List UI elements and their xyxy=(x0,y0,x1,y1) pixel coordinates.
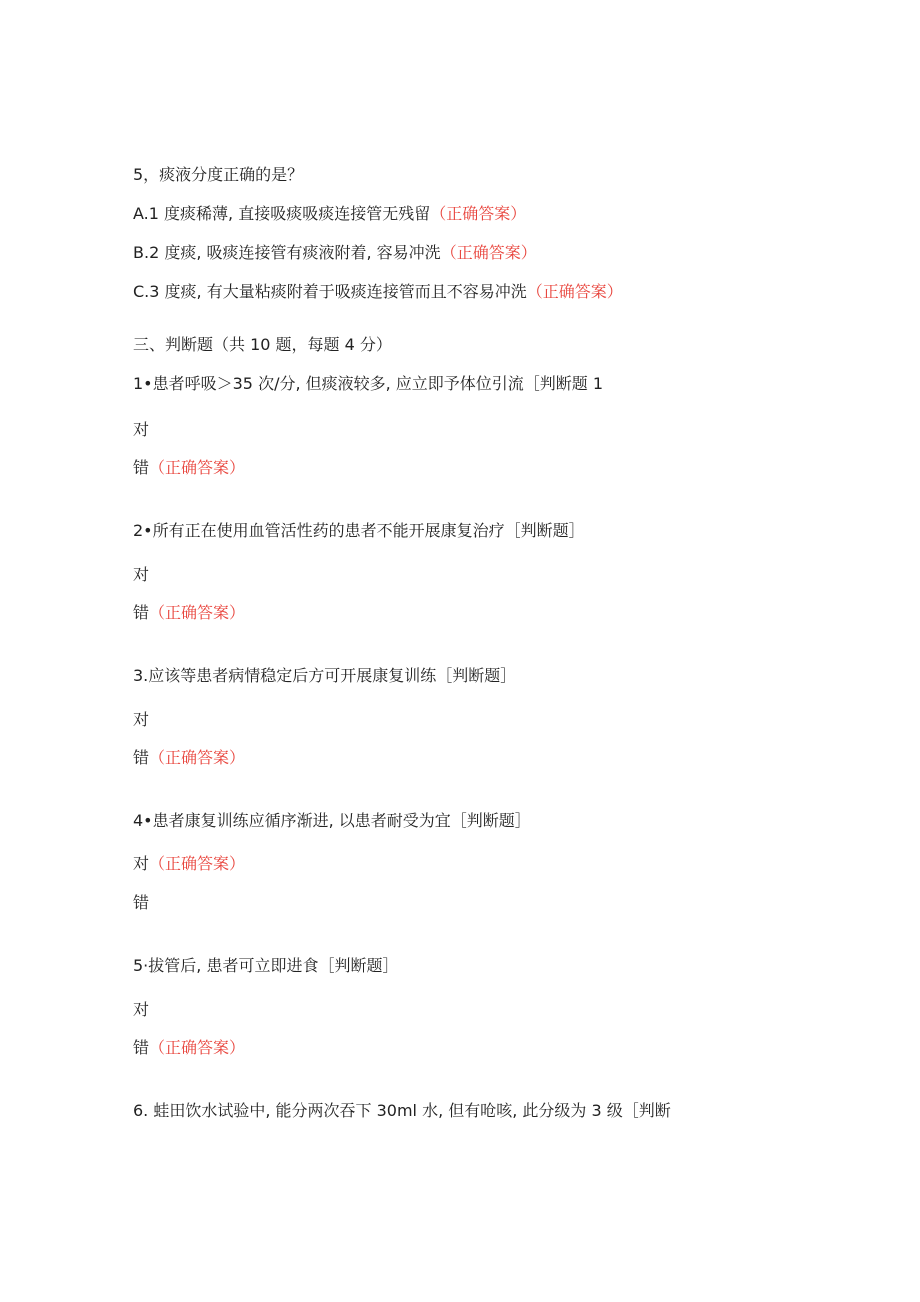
tf-question-3: 3.应该等患者病情稳定后方可开展康复训练［判断题］ xyxy=(133,666,517,685)
option-c xyxy=(133,282,623,302)
tf-question-6: 6. 蛙田饮水试验中, 能分两次吞下 30ml 水, 但有呛咳, 此分级为 3 级［判断 xyxy=(133,1101,671,1120)
tf-1-option-true xyxy=(133,420,149,440)
option-label: 对 xyxy=(133,710,150,729)
option-b xyxy=(133,243,537,263)
tf-3-option-true xyxy=(133,710,149,730)
tf-question-4: 4•患者康复训练应循序渐进, 以患者耐受为宜［判断题］ xyxy=(133,811,531,830)
correct-answer-mark: （正确答案） xyxy=(149,748,246,767)
correct-answer-mark: （正确答案） xyxy=(149,603,246,622)
correct-answer-mark: （正确答案） xyxy=(149,854,246,873)
option-label: 对 xyxy=(133,565,150,584)
tf-question-5: 5·拔管后, 患者可立即进食［判断题］ xyxy=(133,956,399,975)
correct-answer-mark: （正确答案） xyxy=(430,204,527,223)
correct-answer-mark: （正确答案） xyxy=(149,458,246,477)
tf-question-1: 1•患者呼吸＞35 次/分, 但痰液较多, 应立即予体位引流［判断题 1 xyxy=(133,374,604,393)
option-label: 对 xyxy=(133,420,150,439)
option-a-text: A.1 度痰稀薄, 直接吸痰吸痰连接管无残留 xyxy=(133,204,431,223)
option-label: 错 xyxy=(133,1038,150,1057)
option-label: 对 xyxy=(133,854,150,873)
correct-answer-mark: （正确答案） xyxy=(440,243,537,262)
tf-5-option-false xyxy=(133,1038,245,1058)
tf-4-option-true xyxy=(133,854,245,874)
tf-2-option-false xyxy=(133,603,245,623)
section-title: 三、判断题（共 10 题，每题 4 分） xyxy=(133,335,392,354)
option-c-text: C.3 度痰, 有大量粘痰附着于吸痰连接管而且不容易冲洗 xyxy=(133,282,527,301)
correct-answer-mark: （正确答案） xyxy=(149,1038,246,1057)
tf-4-option-false xyxy=(133,893,149,913)
option-label: 错 xyxy=(133,893,150,912)
option-label: 错 xyxy=(133,603,150,622)
tf-5-option-true xyxy=(133,1000,149,1020)
tf-3-option-false xyxy=(133,748,245,768)
tf-2-option-true xyxy=(133,565,149,585)
option-b-text: B.2 度痰, 吸痰连接管有痰液附着, 容易冲洗 xyxy=(133,243,441,262)
tf-1-option-false xyxy=(133,458,245,478)
option-a xyxy=(133,204,526,224)
tf-question-2: 2•所有正在使用血管活性药的患者不能开展康复治疗［判断题］ xyxy=(133,521,585,540)
question-5-text: 5，痰液分度正确的是？ xyxy=(133,165,304,184)
correct-answer-mark: （正确答案） xyxy=(526,282,623,301)
option-label: 对 xyxy=(133,1000,150,1019)
option-label: 错 xyxy=(133,458,150,477)
option-label: 错 xyxy=(133,748,150,767)
